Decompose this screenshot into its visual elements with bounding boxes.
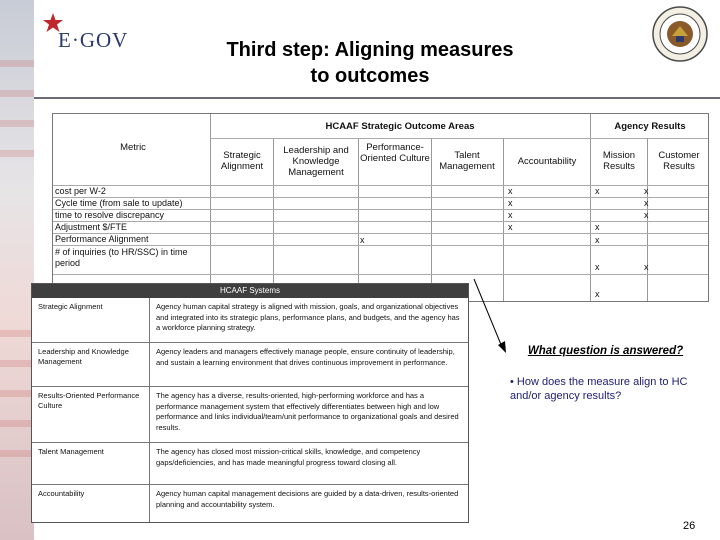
question-callout	[504, 345, 707, 423]
col-talent-management: Talent Management	[439, 150, 495, 172]
systems-header: HCAAF Systems	[32, 284, 468, 298]
col-customer-results: Customer Results	[658, 150, 700, 172]
flag-background	[0, 0, 34, 540]
system-name: Talent Management	[38, 447, 104, 456]
system-name: Leadership and Knowledge Management	[38, 347, 129, 366]
metric-alignment-table	[52, 113, 709, 302]
system-row	[32, 386, 468, 440]
system-description: The agency has a diverse, results-oriented, high-performing workforce and has a performance management system that effectively differentiates between high and low performance and links individual/team/unit performance to organizational goals and desired results.	[156, 391, 459, 432]
page-number: 26	[683, 520, 696, 532]
col-leadership-knowledge: Leadership and Knowledge Management	[283, 145, 349, 178]
metric-row-label: Cycle time (from sale to update)	[55, 198, 183, 208]
metric-row-label: # of inquiries (to HR/SSC) in time period	[55, 247, 188, 268]
alignment-mark: x	[644, 186, 649, 196]
alignment-mark: x	[508, 186, 513, 196]
system-description: Agency human capital strategy is aligned with mission, goals, and organizational objectives and integrated into its strategic plans, performance plans, and budgets, and the agency has a workforce planning strategy.	[156, 302, 460, 332]
system-name: Strategic Alignment	[38, 302, 103, 311]
alignment-mark: x	[595, 262, 600, 272]
system-description: Agency leaders and managers effectively manage people, ensure continuity of leadership, and sustain a learning environment that drives continuous improvement in performance.	[156, 347, 455, 367]
pointer-arrow-icon	[470, 275, 510, 355]
col-strategic-alignment: Strategic Alignment	[220, 150, 264, 172]
system-description: The agency has closed most mission-critical skills, knowledge, and competency gaps/deficiencies, and has made meaningful progress toward closing all.	[156, 447, 421, 467]
agency-results-header: Agency Results	[614, 121, 686, 132]
alignment-mark: x	[644, 262, 649, 272]
col-accountability: Accountability	[517, 156, 577, 167]
metric-row-label: Performance Alignment	[55, 234, 149, 244]
metric-column-header: Metric	[120, 142, 146, 153]
system-name: Accountability	[38, 489, 85, 498]
alignment-mark: x	[595, 289, 600, 299]
metric-row-label: cost per W-2	[55, 186, 106, 196]
system-row	[32, 342, 468, 386]
alignment-mark: x	[595, 235, 600, 245]
system-name: Results-Oriented Performance Culture	[38, 391, 140, 410]
alignment-mark: x	[644, 198, 649, 208]
title-line-2: to outcomes	[310, 65, 430, 87]
alignment-mark: x	[595, 186, 600, 196]
col-performance-culture: Performance-Oriented Culture	[360, 142, 430, 164]
title-divider	[34, 97, 720, 99]
metric-row-label: time to resolve discrepancy	[55, 210, 165, 220]
callout-answer: • How does the measure align to HC and/or agency results?	[510, 376, 688, 402]
outcome-areas-header: HCAAF Strategic Outcome Areas	[325, 121, 475, 132]
system-row	[32, 442, 468, 484]
metric-row-label: Adjustment $/FTE	[55, 222, 128, 232]
alignment-mark: x	[360, 235, 365, 245]
alignment-mark: x	[644, 210, 649, 220]
title-line-1: Third step: Aligning measures	[226, 39, 514, 61]
system-row	[32, 484, 468, 522]
system-description: Agency human capital management decisions are guided by a data-driven, results-oriented planning and accountability system.	[156, 489, 459, 509]
alignment-mark: x	[508, 198, 513, 208]
agency-seal-icon	[652, 6, 708, 62]
alignment-mark: x	[595, 222, 600, 232]
hcaaf-systems-overlay	[31, 283, 469, 523]
alignment-mark: x	[508, 222, 513, 232]
col-mission-results: Mission Results	[602, 150, 636, 172]
alignment-mark: x	[508, 210, 513, 220]
page-title	[170, 37, 570, 89]
callout-question: What question is answered?	[527, 345, 684, 357]
system-row	[32, 298, 468, 340]
logo-text: E·GOV	[58, 28, 129, 52]
